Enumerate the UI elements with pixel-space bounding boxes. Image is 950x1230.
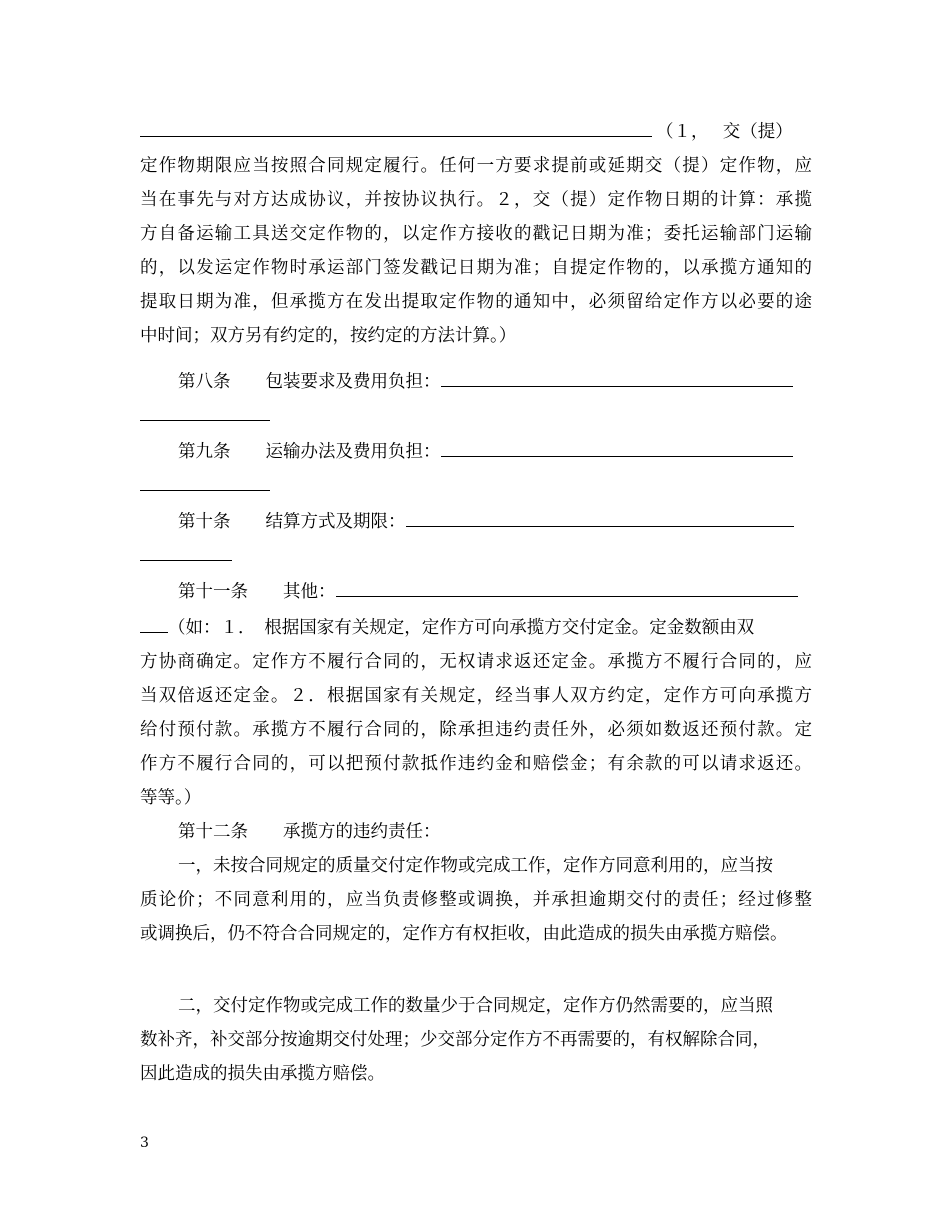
fill-in-blank: [441, 368, 793, 387]
fill-in-blank: [140, 118, 652, 137]
text-line: 当双倍返还定金。２．根据国家有关规定，经当事人双方约定，定作方可向承揽方: [140, 686, 812, 706]
fill-in-blank: [140, 614, 168, 633]
article-heading: 第九条 运输办法及费用负担：: [178, 442, 441, 462]
fill-in-blank: [140, 402, 270, 421]
page-number: 3: [140, 1135, 149, 1151]
fill-in-blank: [406, 508, 794, 527]
article-heading: 第十条 结算方式及期限：: [178, 512, 406, 532]
article-heading: 第八条 包装要求及费用负担：: [178, 372, 441, 392]
text-line: 当在事先与对方达成协议，并按协议执行。２，交（提）定作物日期的计算：承揽: [140, 190, 812, 210]
article-12-heading: 第十二条 承揽方的违约责任：: [178, 822, 441, 842]
fill-in-blank: [336, 578, 798, 597]
text-line: [140, 402, 270, 430]
article-9: [178, 438, 793, 466]
article-10: [178, 508, 794, 536]
line-text: （如：１． 根据国家有关规定，定作方可向承揽方交付定金。定金数额由双: [168, 618, 755, 638]
article-11: [178, 578, 798, 606]
text-line: 提取日期为准，但承揽方在发出提取定作物的通知中，必须留给定作方以必要的途: [140, 292, 812, 312]
text-line: 二，交付定作物或完成工作的数量少于合同规定，定作方仍然需要的，应当照: [178, 996, 773, 1016]
text-line: 的，以发运定作物时承运部门签发戳记日期为准；自提定作物的，以承揽方通知的: [140, 258, 812, 278]
text-line: [140, 614, 754, 642]
text-line: 给付预付款。承揽方不履行合同的，除承担违约责任外，必须如数返还预付款。定: [140, 720, 812, 740]
text-line: 方自备运输工具送交定作物的，以定作方接收的戳记日期为准；委托运输部门运输: [140, 224, 812, 244]
fill-in-blank: [441, 438, 793, 457]
article-heading: 第十一条 其他：: [178, 582, 336, 602]
text-line: 因此造成的损失由承揽方赔偿。: [140, 1064, 385, 1084]
text-line: 中时间；双方另有约定的，按约定的方法计算。）: [140, 326, 517, 346]
text-line: [140, 542, 232, 570]
text-line: 一，未按合同规定的质量交付定作物或完成工作，定作方同意利用的，应当按: [178, 856, 773, 876]
text-line: 作方不履行合同的，可以把预付款抵作违约金和赔偿金；有余款的可以请求返还。: [140, 754, 812, 774]
text-line: 或调换后，仍不符合合同规定的，定作方有权拒收，由此造成的损失由承揽方赔偿。: [140, 924, 788, 944]
text-line: [140, 118, 793, 146]
fill-in-blank: [140, 472, 270, 491]
text-line: 等等。）: [140, 788, 202, 808]
text-line: 方协商确定。定作方不履行合同的，无权请求返还定金。承揽方不履行合同的，应: [140, 652, 812, 672]
text-line: 数补齐，补交部分按逾期交付处理；少交部分定作方不再需要的，有权解除合同，: [140, 1030, 770, 1050]
text-line: 定作物期限应当按照合同规定履行。任何一方要求提前或延期交（提）定作物，应: [140, 156, 812, 176]
article-8: [178, 368, 793, 396]
line-text: （１， 交（提）: [656, 122, 793, 142]
fill-in-blank: [140, 542, 232, 561]
text-line: [140, 472, 270, 500]
text-line: 质论价；不同意利用的，应当负责修整或调换，并承担逾期交付的责任；经过修整: [140, 890, 812, 910]
